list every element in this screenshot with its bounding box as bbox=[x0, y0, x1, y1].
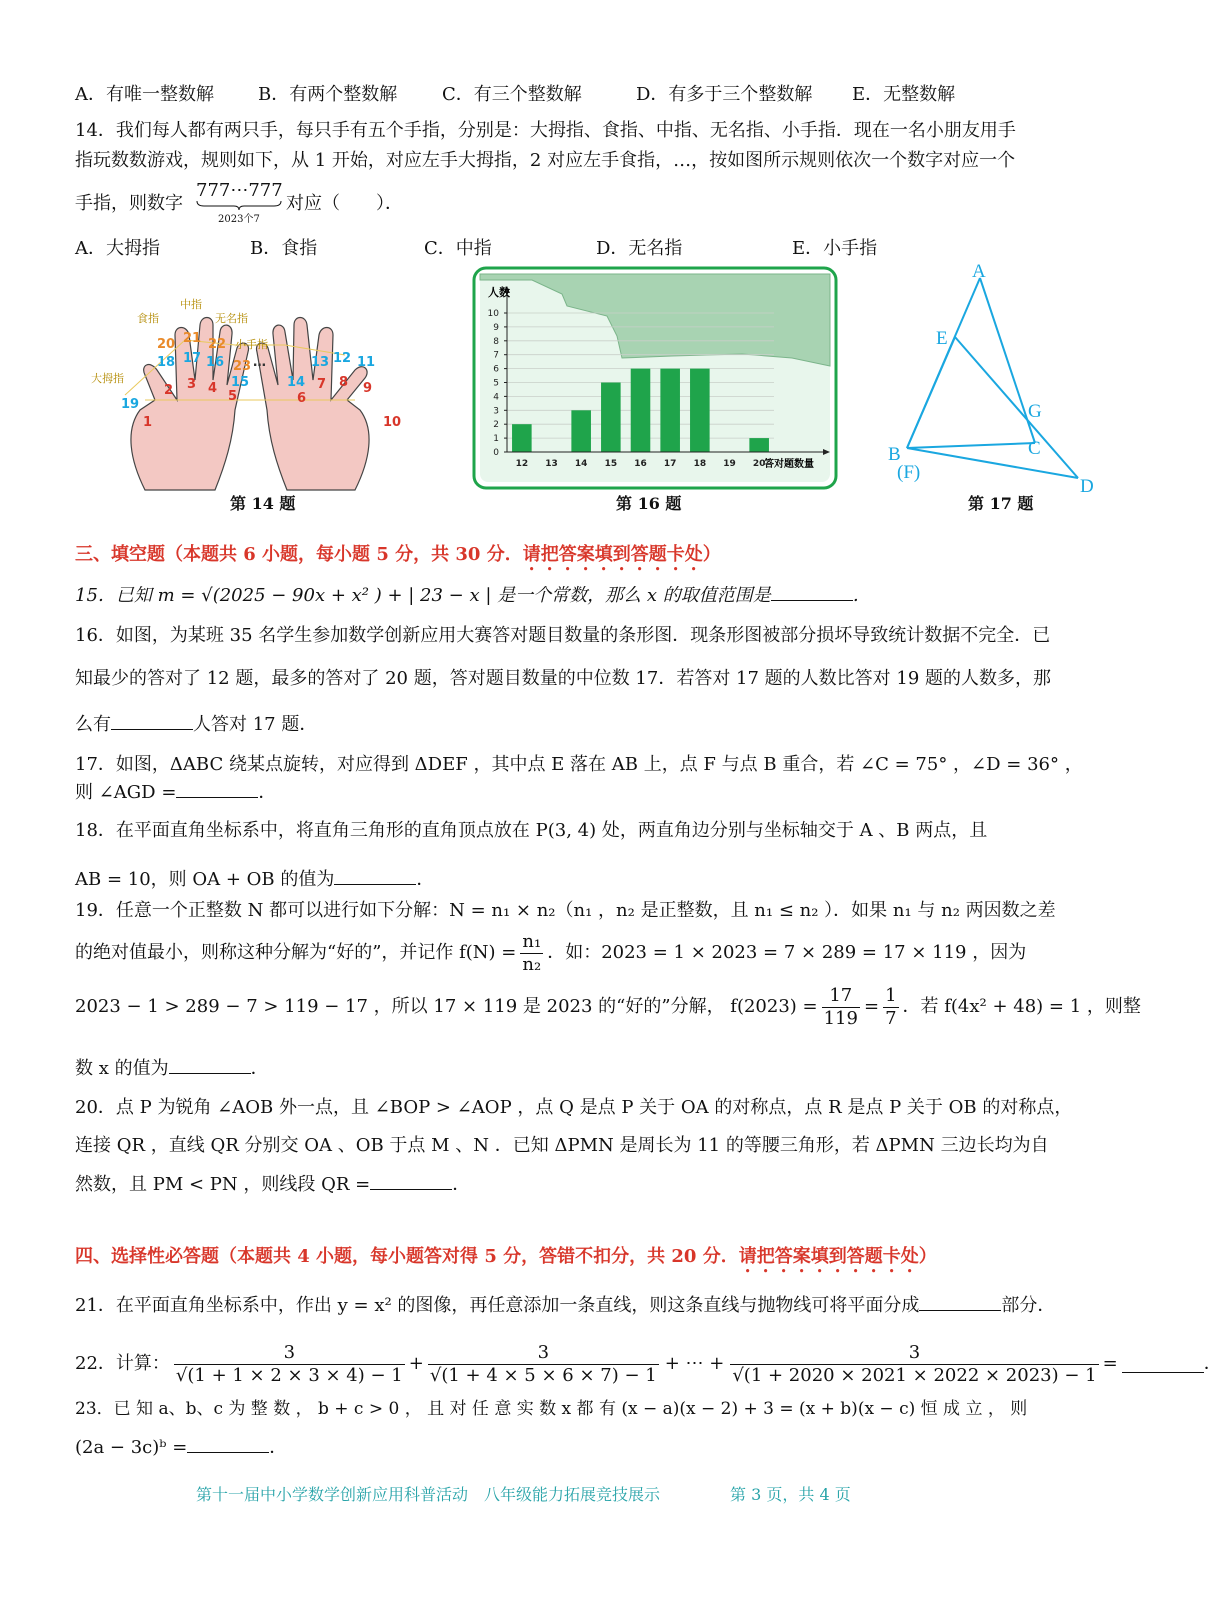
q18-line1: 18．在平面直角坐标系中，将直角三角形的直角顶点放在 P(3, 4) 处，两直角边分别与坐标轴交于 A 、B 两点，且 bbox=[75, 820, 988, 841]
fig16-ytick-label: 3 bbox=[493, 406, 499, 417]
q17-line2: 则 ∠AGD = ． bbox=[75, 782, 277, 803]
q14-line1: 14．我们每人都有两只手，每只手有五个手指，分别是：大拇指、食指、中指、无名指、小手指．现在一名小朋友用手 bbox=[75, 120, 1016, 141]
q22-expression: 22．计算： $\frac{3}{√(1 + 1 \times 2 \times 3 \times 4) - 1}$ + $\frac{3}{√(1 + 4 \times 5 \times 6 \times 7) - 1}$ + ⋯ + $\frac{3}{√(1 + 2020 \times 2021 \times 2022 \times 2023) - 1}$ = ． bbox=[75, 1341, 1222, 1386]
fig16-ylabel: 人数 bbox=[488, 286, 510, 299]
footer-title: 第十一届中小学数学创新应用科普活动 八年级能力拓展竞技展示 bbox=[196, 1485, 661, 1504]
q17-answer-blank bbox=[176, 781, 258, 798]
fig14-num: 17 bbox=[183, 351, 202, 366]
fig16-caption: 第 16 题 bbox=[616, 494, 682, 513]
fig16-ytick-label: 9 bbox=[493, 322, 499, 333]
fig16-chart bbox=[472, 266, 838, 490]
q13-option-c: C．有三个整数解 bbox=[442, 84, 582, 105]
q20-line1: 20．点 P 为锐角 ∠AOB 外一点，且 ∠BOP > ∠AOP ，点 Q 是点 P 关于 OA 的对称点，点 R 是点 P 关于 OB 的对称点， bbox=[75, 1097, 1073, 1118]
q16-answer-blank bbox=[111, 713, 193, 730]
q23-answer-blank bbox=[187, 1436, 269, 1453]
q14-option-c: C．中指 bbox=[424, 238, 492, 259]
fig14-num: 3 bbox=[187, 377, 197, 392]
fig16-xtick-label: 14 bbox=[574, 459, 588, 469]
q13-option-a: A．有唯一整数解 bbox=[75, 84, 214, 105]
fig14-label-ring: 无名指 bbox=[215, 312, 248, 325]
fig16-xtick-label: 13 bbox=[545, 459, 558, 469]
fig14-num: 1 bbox=[143, 415, 153, 430]
section4-title: 四、选择性必答题（本题共 4 小题，每小题答对得 5 分，答错不扣分，共 20 分．请把答案填到答题卡处） bbox=[75, 1246, 937, 1267]
fig14-num: 23 bbox=[233, 359, 252, 374]
fig14-num: 5 bbox=[228, 389, 238, 404]
fig14-caption: 第 14 题 bbox=[230, 494, 296, 513]
q18-answer-blank bbox=[334, 868, 416, 885]
q18-line2: AB = 10，则 OA + OB 的值为 ． bbox=[75, 869, 435, 890]
q14-line3-post: 对应（ ）． bbox=[286, 193, 403, 214]
q19-line4: 数 x 的值为 ． bbox=[75, 1058, 269, 1079]
fig14-num: 20 bbox=[157, 337, 176, 352]
fig16-ytick-label: 10 bbox=[487, 309, 499, 319]
fig16-ytick-label: 0 bbox=[493, 448, 499, 458]
fig14-num: … bbox=[253, 355, 266, 370]
fig17-point-c: C bbox=[1028, 438, 1041, 459]
q14-option-b: B．食指 bbox=[250, 238, 318, 259]
fig17-point-b: B bbox=[888, 444, 901, 465]
fig14-num: 11 bbox=[357, 355, 376, 370]
fig14-num: 12 bbox=[333, 351, 352, 366]
fig16-bar-18 bbox=[690, 369, 710, 452]
fig14-num: 22 bbox=[208, 337, 227, 352]
fig17-point-e: E bbox=[936, 328, 948, 349]
q20-line3: 然数，且 PM < PN ，则线段 QR = ． bbox=[75, 1174, 471, 1195]
fig17-point-g: G bbox=[1028, 401, 1042, 422]
q19-line2: 的绝对值最小，则称这种分解为“好的”，并记作 f(N) = $\frac{\text{n₁}}{\text{n₂}}$ ．如：2023 = 1 × 2023 = 7 × 289 = 17 × 119 ，因为 bbox=[75, 930, 1027, 975]
footer-page-number: 第 3 页，共 4 页 bbox=[730, 1485, 851, 1504]
q19-answer-blank bbox=[169, 1057, 251, 1074]
fig16-bar-17 bbox=[660, 369, 680, 452]
q14-line2: 指玩数数游戏，规则如下，从 1 开始，对应左手大拇指，2 对应左手食指，…，按如图所示规则依次一个数字对应一个 bbox=[75, 150, 1016, 171]
fig14-num: 13 bbox=[311, 355, 330, 370]
q13-option-b: B．有两个整数解 bbox=[258, 84, 398, 105]
section3-title: 三、填空题（本题共 6 小题，每小题 5 分，共 30 分．请把答案填到答题卡处） bbox=[75, 544, 721, 565]
q16-line2: 知最少的答对了 12 题，最多的答对了 20 题，答对题目数量的中位数 17．若答对 17 题的人数比答对 19 题的人数多，那 bbox=[75, 668, 1052, 689]
q20-answer-blank bbox=[370, 1173, 452, 1190]
right-hand-shape bbox=[256, 318, 369, 491]
fig16-bar-20 bbox=[749, 438, 769, 452]
q21-text: 21．在平面直角坐标系中，作出 y = x² 的图像，再任意添加一条直线，则这条直线与抛物线可将平面分成 部分． bbox=[75, 1295, 1056, 1316]
fig16-xtick-label: 15 bbox=[604, 459, 618, 469]
fig14-num: 9 bbox=[363, 381, 373, 396]
fig16-ytick-label: 8 bbox=[493, 336, 499, 347]
fig16-xtick-label: 12 bbox=[515, 459, 529, 469]
q19-line3: 2023 − 1 > 289 − 7 > 119 − 17 ，所以 17 × 119 是 2023 的“好的”分解， f(2023) = $\frac{17}{119}$ = $\frac{1}{7}$ ．若 f(4x² + 48) = 1 ，则整 bbox=[75, 984, 1141, 1029]
q22-answer-blank bbox=[1122, 1356, 1204, 1373]
q17-line1: 17．如图，ΔABC 绕某点旋转，对应得到 ΔDEF ，其中点 E 落在 AB 上，点 F 与点 B 重合，若 ∠C = 75° ，∠D = 36° ， bbox=[75, 754, 1083, 775]
q19-line1: 19．任意一个正整数 N 都可以进行如下分解：N = n₁ × n₂（n₁ ，n₂ 是正整数，且 n₁ ≤ n₂ ）．如果 n₁ 与 n₂ 两因数之差 bbox=[75, 900, 1056, 921]
fig14-num: 7 bbox=[317, 377, 327, 392]
fig16-bar-14 bbox=[571, 410, 591, 452]
q15-answer-blank bbox=[771, 584, 853, 601]
fig16-bar-12 bbox=[512, 424, 532, 452]
q16-line3: 么有 人答对 17 题． bbox=[75, 714, 318, 735]
q14-brace-label: 2023个7 bbox=[218, 214, 260, 225]
fig16-ytick-label: 1 bbox=[493, 434, 499, 445]
fig16-bar-16 bbox=[631, 369, 651, 452]
q14-underbrace bbox=[196, 200, 282, 210]
fig16-ytick-label: 4 bbox=[493, 392, 499, 403]
fig14-label-index: 食指 bbox=[137, 312, 159, 325]
fig17-point-d: D bbox=[1080, 476, 1094, 497]
fig16-ytick-label: 5 bbox=[493, 378, 499, 389]
fig14-num: 4 bbox=[208, 381, 218, 396]
fig16-ytick-label: 7 bbox=[493, 350, 499, 361]
fig16-xlabel: 答对题数量 bbox=[764, 459, 814, 470]
fig14-num: 6 bbox=[297, 391, 307, 406]
q14-line3-pre: 手指，则数字 bbox=[75, 193, 183, 214]
fig17-point-a: A bbox=[972, 261, 986, 282]
fig14-num: 14 bbox=[287, 375, 306, 390]
fig14-num: 15 bbox=[231, 375, 250, 390]
q21-answer-blank bbox=[919, 1294, 1001, 1311]
fig16-xtick-label: 17 bbox=[663, 459, 677, 469]
fig14-num: 8 bbox=[339, 375, 349, 390]
q14-option-d: D．无名指 bbox=[596, 238, 683, 259]
fig14-label-middle: 中指 bbox=[180, 298, 202, 311]
fig16-ytick-label: 2 bbox=[493, 420, 499, 431]
fig16-xtick-label: 16 bbox=[634, 459, 647, 469]
fig16-xtick-label: 19 bbox=[723, 459, 736, 469]
fig14-hands bbox=[85, 290, 415, 490]
fig14-label-pinky: 小手指 bbox=[235, 338, 268, 351]
q13-option-e: E．无整数解 bbox=[852, 84, 956, 105]
q20-line2: 连接 QR ，直线 QR 分别交 OA 、OB 于点 M 、N ．已知 ΔPMN 是周长为 11 的等腰三角形，若 ΔPMN 三边长均为自 bbox=[75, 1135, 1049, 1156]
fig16-bar-15 bbox=[601, 383, 621, 453]
q23-line2: (2a − 3c)ᵇ = ． bbox=[75, 1437, 288, 1458]
fig14-label-thumb: 大拇指 bbox=[91, 372, 124, 385]
q23-line1: 23．已 知 a、b、c 为 整 数 ， b + c > 0 ， 且 对 任 意 实 数 x 都 有 (x − a)(x − 2) + 3 = (x + b)(x − c) 恒 成 立 ， 则 bbox=[75, 1399, 1028, 1419]
fig16-xtick-label: 20 bbox=[752, 459, 766, 469]
q14-option-e: E．小手指 bbox=[792, 238, 878, 259]
fig14-num: 2 bbox=[164, 383, 174, 398]
fig17-caption: 第 17 题 bbox=[968, 494, 1034, 513]
fig17-triangles bbox=[880, 260, 1110, 495]
fig16-ytick-label: 6 bbox=[493, 364, 499, 375]
fig14-num: 16 bbox=[206, 355, 225, 370]
q14-option-a: A．大拇指 bbox=[75, 238, 160, 259]
q14-number: 777⋯777 bbox=[196, 180, 283, 201]
q16-line1: 16．如图，为某班 35 名学生参加数学创新应用大赛答对题目数量的条形图．现条形图被部分损坏导致统计数据不完全．已 bbox=[75, 625, 1051, 646]
fig14-num: 19 bbox=[121, 397, 140, 412]
fig14-num: 10 bbox=[383, 415, 402, 430]
fig14-num: 21 bbox=[183, 331, 202, 346]
fig16-xtick-label: 18 bbox=[693, 459, 707, 469]
q15-text: 15．已知 m = √(2025 − 90x + x² ) + | 23 − x | 是一个常数，那么 x 的取值范围是 ． bbox=[75, 585, 871, 606]
fig14-num: 18 bbox=[157, 355, 176, 370]
fig17-point-f: (F) bbox=[897, 462, 921, 483]
q13-option-d: D．有多于三个整数解 bbox=[636, 84, 813, 105]
